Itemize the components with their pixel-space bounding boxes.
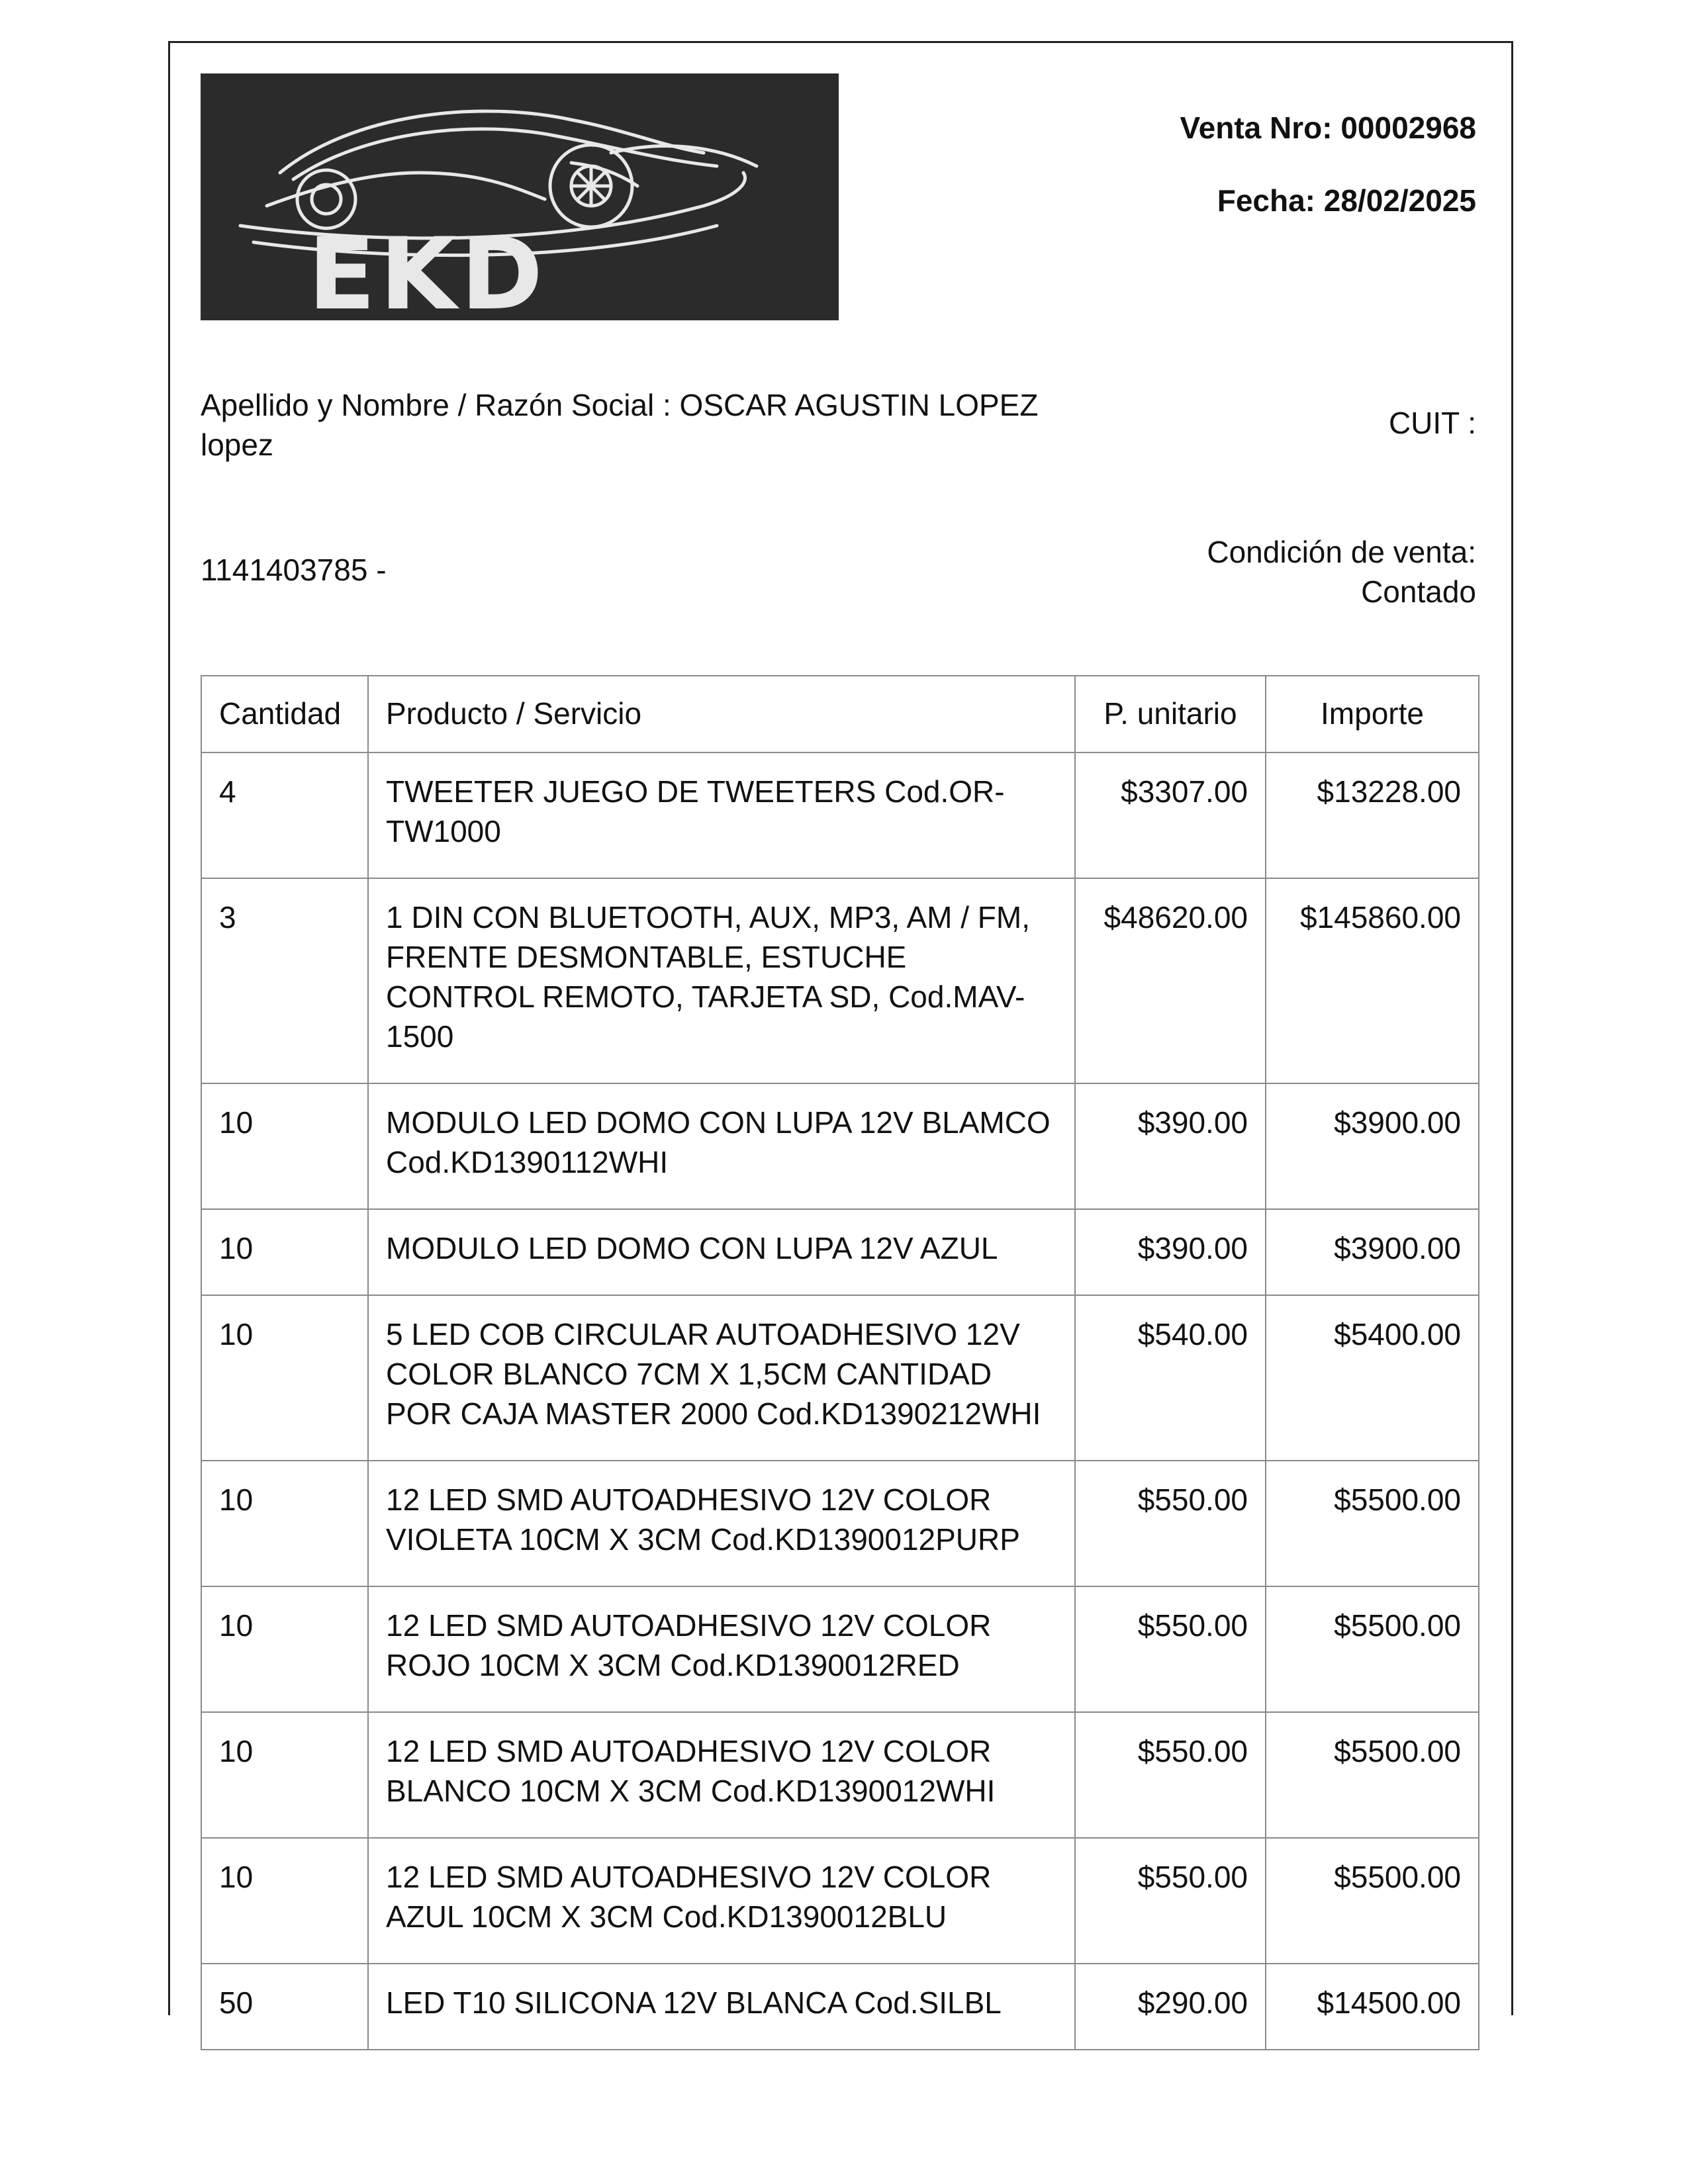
table-row [201,878,1479,1083]
row-product: LED T10 SILICONA 12V BLANCA Cod.SILBL [368,1964,1075,2050]
header-unit-price: P. unitario [1075,676,1266,752]
row-qty: 10 [201,1712,368,1838]
table-row [201,1586,1479,1712]
row-unit-price: $290.00 [1075,1964,1266,2050]
row-product: 5 LED COB CIRCULAR AUTOADHESIVO 12V COLOR BLANCO 7CM X 1,5CM CANTIDAD POR CAJA MASTER 2000 Cod.KD1390212WHI [368,1295,1075,1461]
sale-condition-value: Contado [1361,574,1476,609]
row-unit-price: $390.00 [1075,1083,1266,1209]
header-amount: Importe [1266,676,1479,752]
row-amount: $3900.00 [1266,1209,1479,1295]
row-amount: $5500.00 [1266,1586,1479,1712]
row-amount: $3900.00 [1266,1083,1479,1209]
row-unit-price: $48620.00 [1075,878,1266,1083]
table-row [201,1838,1479,1964]
row-qty: 4 [201,752,368,878]
header-product: Producto / Servicio [368,676,1075,752]
client-cuit: CUIT : [1388,406,1476,440]
table-row [201,752,1479,878]
row-product: 12 LED SMD AUTOADHESIVO 12V COLOR ROJO 10CM X 3CM Cod.KD1390012RED [368,1586,1075,1712]
row-qty: 10 [201,1461,368,1586]
row-product: 12 LED SMD AUTOADHESIVO 12V COLOR AZUL 10CM X 3CM Cod.KD1390012BLU [368,1838,1075,1964]
row-amount: $13228.00 [1266,752,1479,878]
header-qty: Cantidad [201,676,368,752]
row-product: MODULO LED DOMO CON LUPA 12V AZUL [368,1209,1075,1295]
row-product: 12 LED SMD AUTOADHESIVO 12V COLOR VIOLETA 10CM X 3CM Cod.KD1390012PURP [368,1461,1075,1586]
row-qty: 10 [201,1838,368,1964]
row-product: TWEETER JUEGO DE TWEETERS Cod.OR-TW1000 [368,752,1075,878]
table-header-row [201,676,1479,752]
row-qty: 50 [201,1964,368,2050]
row-amount: $5500.00 [1266,1712,1479,1838]
row-unit-price: $550.00 [1075,1712,1266,1838]
row-product: 12 LED SMD AUTOADHESIVO 12V COLOR BLANCO 10CM X 3CM Cod.KD1390012WHI [368,1712,1075,1838]
client-phone: 1141403785 - [201,553,387,587]
row-amount: $5500.00 [1266,1838,1479,1964]
row-amount: $5500.00 [1266,1461,1479,1586]
row-unit-price: $390.00 [1075,1209,1266,1295]
sale-condition-label: Condición de venta: [1207,535,1476,569]
row-product: 1 DIN CON BLUETOOTH, AUX, MP3, AM / FM, FRENTE DESMONTABLE, ESTUCHE CONTROL REMOTO, TARJETA SD, Cod.MAV-1500 [368,878,1075,1083]
row-unit-price: $3307.00 [1075,752,1266,878]
sports-car-icon [201,73,839,320]
row-qty: 3 [201,878,368,1083]
items-table [201,675,1479,2050]
sale-number: Venta Nro: 00002968 [1180,111,1476,145]
sale-date: Fecha: 28/02/2025 [1217,183,1476,218]
logo-text: EKD [308,217,547,320]
logo [201,73,839,320]
table-row [201,1209,1479,1295]
table-row [201,1964,1479,2050]
sale-condition [1013,532,1476,612]
row-qty: 10 [201,1586,368,1712]
row-amount: $5400.00 [1266,1295,1479,1461]
row-qty: 10 [201,1295,368,1461]
row-qty: 10 [201,1083,368,1209]
row-unit-price: $550.00 [1075,1586,1266,1712]
row-product: MODULO LED DOMO CON LUPA 12V BLAMCO Cod.KD1390112WHI [368,1083,1075,1209]
table-row [201,1461,1479,1586]
row-unit-price: $540.00 [1075,1295,1266,1461]
table-row [201,1083,1479,1209]
row-amount: $14500.00 [1266,1964,1479,2050]
row-qty: 10 [201,1209,368,1295]
row-unit-price: $550.00 [1075,1461,1266,1586]
table-row [201,1295,1479,1461]
table-row [201,1712,1479,1838]
client-name: Apellido y Nombre / Razón Social : OSCAR AGUSTIN LOPEZ lopez [201,388,1039,462]
row-unit-price: $550.00 [1075,1838,1266,1964]
row-amount: $145860.00 [1266,878,1479,1083]
